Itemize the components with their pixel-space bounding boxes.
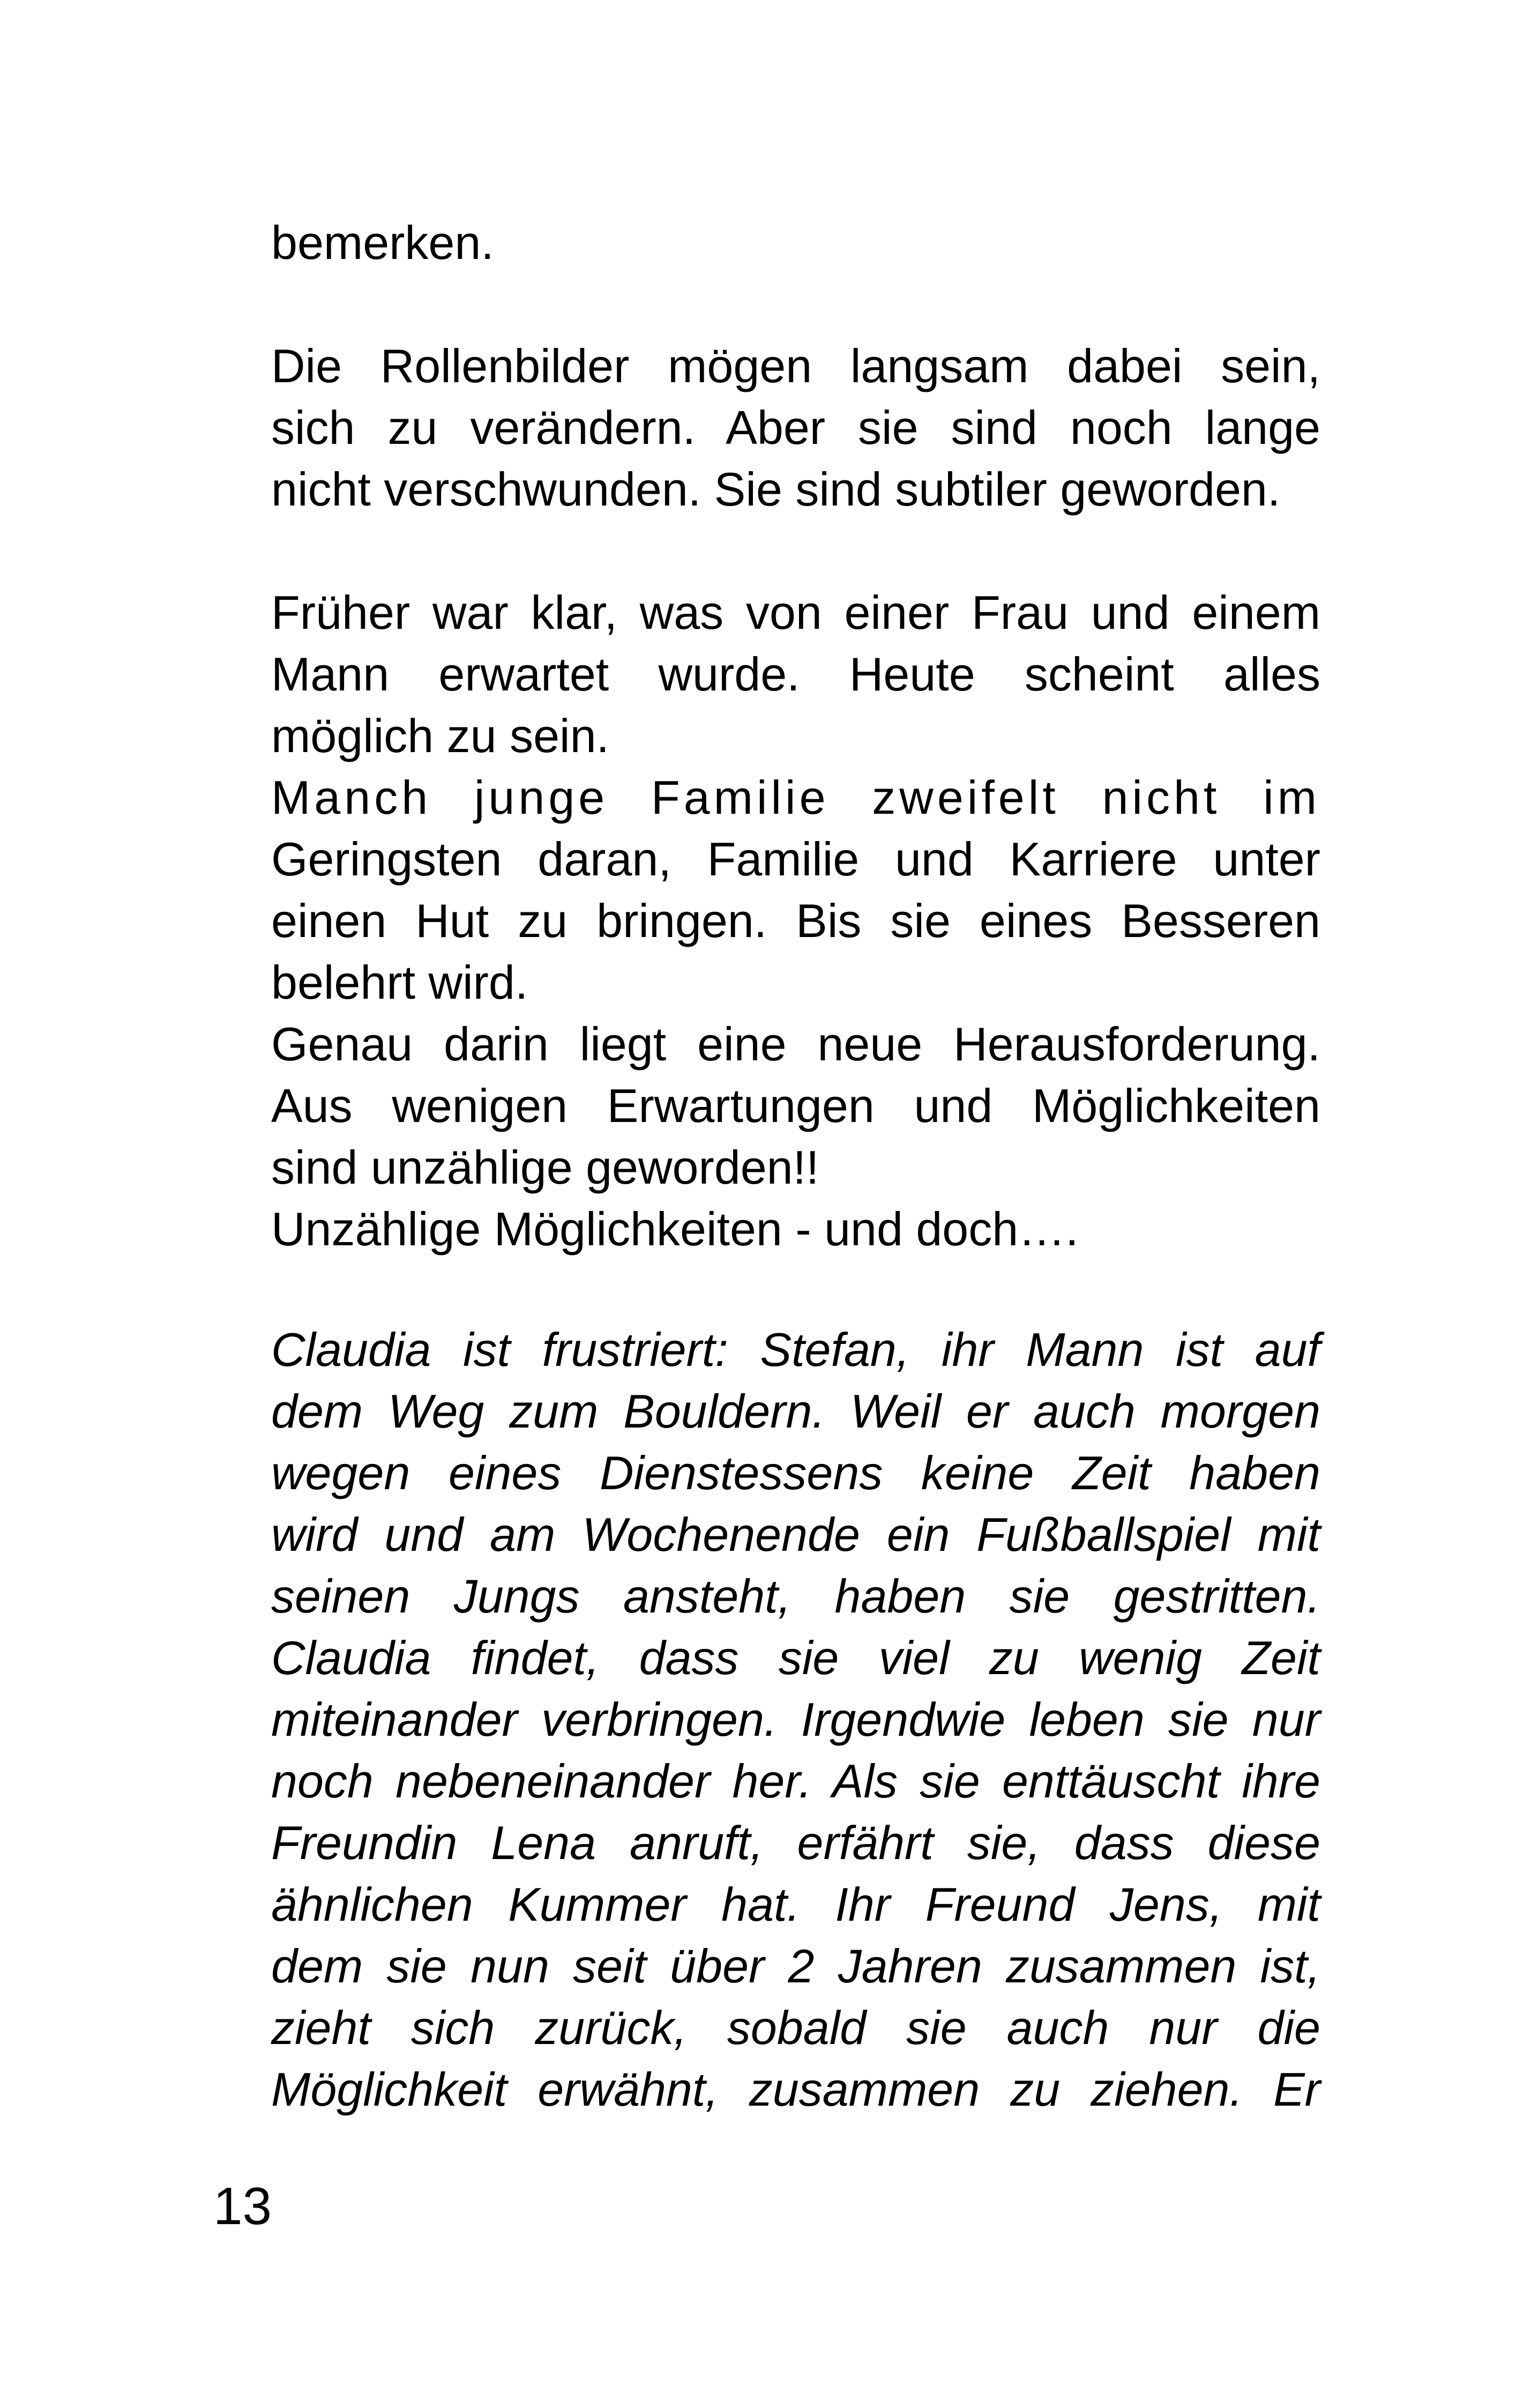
text-line: dem Weg zum Bouldern. Weil er auch morgen <box>271 1385 1320 1438</box>
text-line: seinen Jungs ansteht, haben sie gestritten. <box>271 1570 1320 1623</box>
text-line: nicht verschwunden. Sie sind subtiler geworden. <box>271 463 1281 516</box>
text-line: Möglichkeit erwähnt, zusammen zu ziehen. Er <box>271 2063 1320 2116</box>
text-line: dem sie nun seit über 2 Jahren zusammen ist, <box>271 1939 1320 1993</box>
text-line: wegen eines Dienstessens keine Zeit haben <box>271 1446 1320 1499</box>
text-line: Mann erwartet wurde. Heute scheint alles <box>271 648 1320 701</box>
text-line: Freundin Lena anruft, erfährt sie, dass diese <box>271 1816 1320 1869</box>
text-line: einen Hut zu bringen. Bis sie eines Besseren <box>271 894 1320 947</box>
text-line: zieht sich zurück, sobald sie auch nur die <box>271 2001 1320 2054</box>
text-line: Claudia ist frustriert: Stefan, ihr Mann ist auf <box>271 1323 1320 1376</box>
text-line: Genau darin liegt eine neue Herausforderung. <box>271 1017 1320 1071</box>
text-line: Claudia findet, dass sie viel zu wenig Zeit <box>271 1631 1320 1684</box>
text-line: Die Rollenbilder mögen langsam dabei sein, <box>271 339 1320 392</box>
text-line: Früher war klar, was von einer Frau und einem <box>271 586 1320 639</box>
text-line: bemerken. <box>271 216 494 269</box>
page-number: 13 <box>213 2176 272 2235</box>
text-line: belehrt wird. <box>271 956 528 1009</box>
text-line: Aus wenigen Erwartungen und Möglichkeiten <box>271 1079 1320 1132</box>
text-line: Manch junge Familie zweifelt nicht im <box>271 771 1320 824</box>
text-line: noch nebeneinander her. Als sie enttäuscht ihre <box>271 1755 1320 1808</box>
paragraph-continuation <box>271 212 1320 273</box>
text-line: Unzählige Möglichkeiten - und doch…. <box>271 1202 1079 1255</box>
text-line: miteinander verbringen. Irgendwie leben sie nur <box>271 1693 1320 1746</box>
text-line: wird und am Wochenende ein Fußballspiel mit <box>271 1508 1320 1561</box>
text-line: möglich zu sein. <box>271 709 609 762</box>
text-line: sich zu verändern. Aber sie sind noch lange <box>271 401 1320 454</box>
text-line: Geringsten daran, Familie und Karriere unter <box>271 833 1320 886</box>
text-line: ähnlichen Kummer hat. Ihr Freund Jens, mit <box>271 1878 1320 1931</box>
paragraph-frueher <box>271 582 1320 1260</box>
paragraph-claudia-story <box>271 1319 1320 2120</box>
text-line: sind unzählige geworden!! <box>271 1141 819 1194</box>
paragraph-rollenbilder <box>271 335 1320 520</box>
